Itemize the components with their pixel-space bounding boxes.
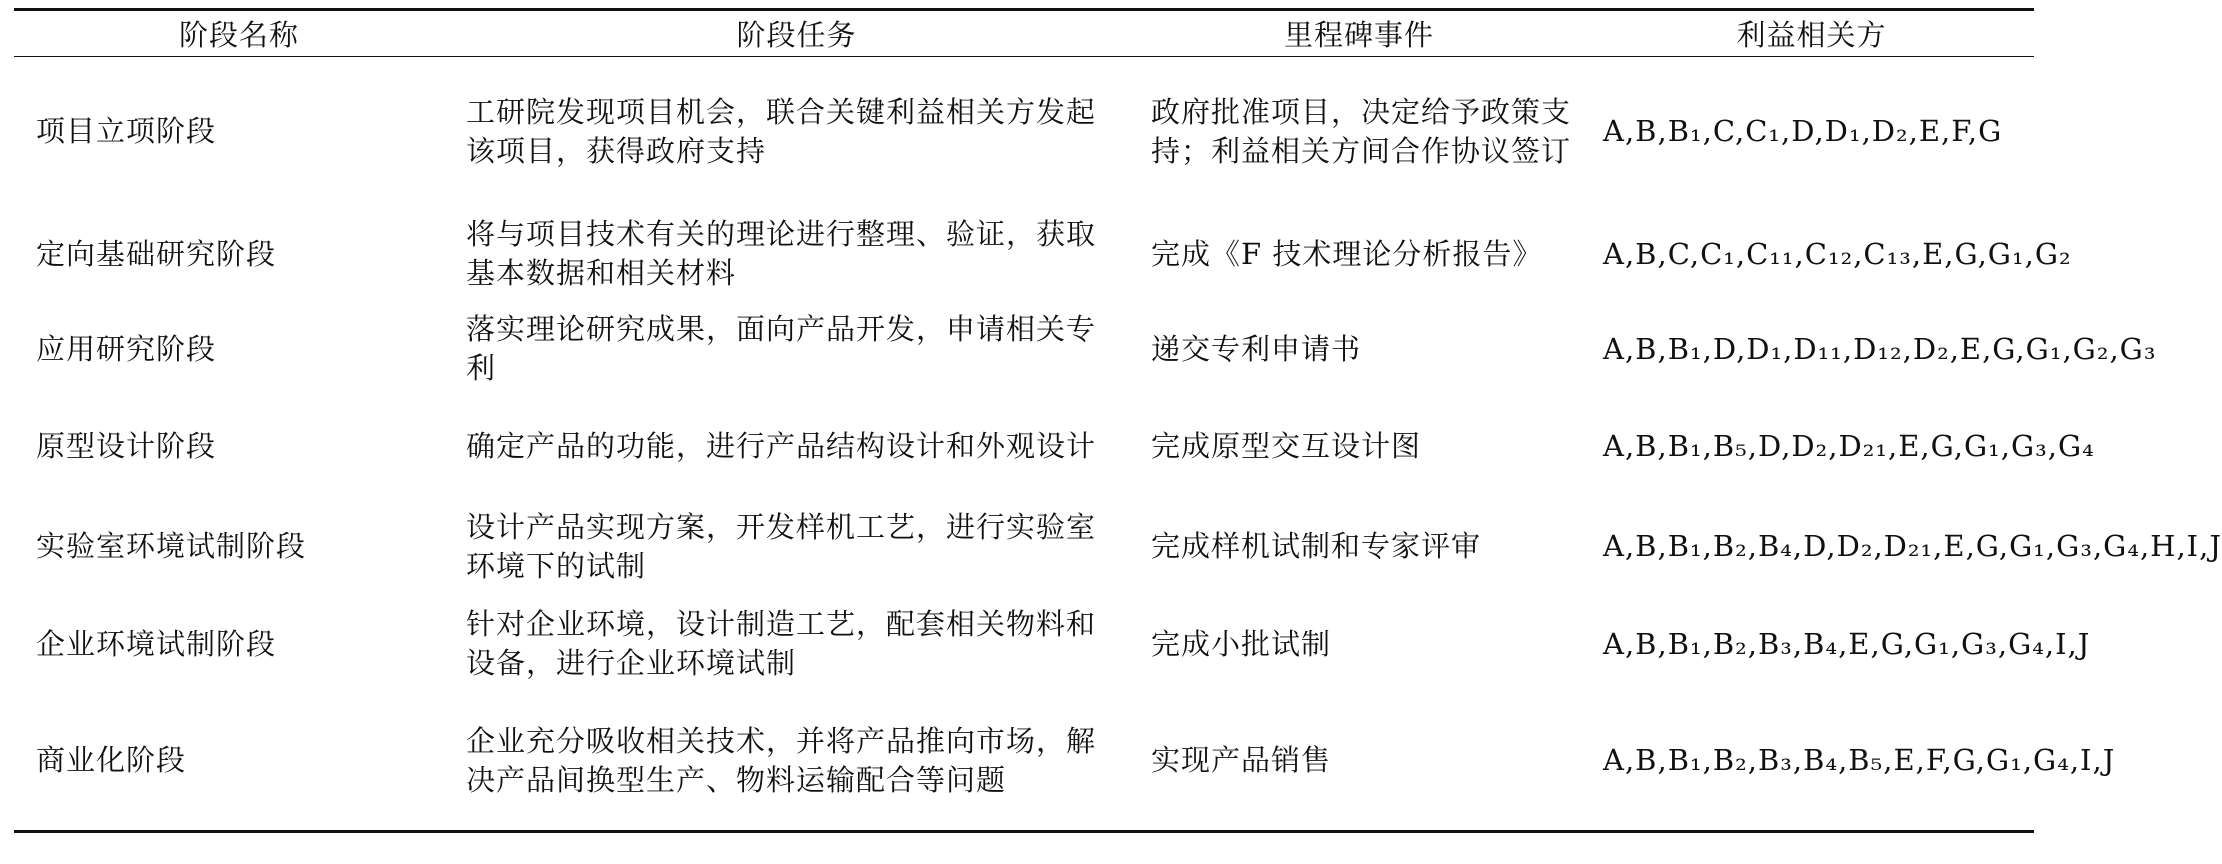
table-row [14,692,2034,832]
stage-name-cell: 项目立项阶段 [36,114,217,149]
stakeholders-cell: A,B,B₁,B₅,D,D₂,D₂₁,E,G,G₁,G₃,G₄ [1603,429,2095,463]
table-row [14,207,2034,302]
stakeholders-cell: A,B,B₁,B₂,B₃,B₄,E,G,G₁,G₃,G₄,I,J [1603,626,2091,661]
table-header [14,10,2034,57]
stage-task-cell: 企业充分吸收相关技术，并将产品推向市场，解决产品间换型生产、物料运输配合等问题 [464,692,1129,832]
stage-name-cell: 实验室环境试制阶段 [36,529,307,563]
stage-name-cell: 定向基础研究阶段 [36,236,277,271]
stakeholders-cell: A,B,B₁,D,D₁,D₁₁,D₁₂,D₂,E,G,G₁,G₂,G₃ [1603,331,2157,366]
milestone-cell: 实现产品销售 [1129,692,1589,832]
stage-task-cell: 针对企业环境，设计制造工艺，配套相关物料和设备，进行企业环境试制 [466,607,1097,680]
stage-task-cell: 工研院发现项目机会，联合关键利益相关方发起该项目，获得政府支持 [466,94,1097,168]
stage-name-cell: 企业环境试制阶段 [36,626,277,661]
stakeholders-cell: A,B,B₁,B₂,B₃,B₄,B₅,E,F,G,G₁,G₄,I,J [1589,692,2034,832]
table-row [14,302,2034,397]
stage-name-cell: 商业化阶段 [14,692,464,832]
stakeholders-cell: A,B,B₁,C,C₁,D,D₁,D₂,E,F,G [1603,114,2003,149]
milestone-cell: 完成《F 技术理论分析报告》 [1151,236,1543,271]
header-milestone: 里程碑事件 [1129,10,1589,57]
milestone-cell: 完成样机试制和专家评审 [1151,529,1482,563]
stage-name-cell: 原型设计阶段 [36,429,217,463]
header-stakeholders: 利益相关方 [1589,10,2034,57]
stage-task-cell: 确定产品的功能，进行产品结构设计和外观设计 [466,429,1097,463]
table-row [14,57,2034,207]
stakeholder-table [14,8,2222,833]
stage-task-cell: 落实理论研究成果，面向产品开发，申请相关专利 [466,312,1097,385]
milestone-cell: 政府批准项目，决定给予政策支持；利益相关方间合作协议签订 [1151,94,1572,168]
stage-task-cell: 将与项目技术有关的理论进行整理、验证，获取基本数据和相关材料 [466,217,1097,290]
header-stage-name: 阶段名称 [14,10,464,57]
stakeholders-cell: A,B,C,C₁,C₁₁,C₁₂,C₁₃,E,G,G₁,G₂ [1603,236,2072,271]
stage-name-cell: 应用研究阶段 [36,331,217,366]
header-row [14,10,2034,57]
milestone-cell: 递交专利申请书 [1151,331,1362,366]
table-body [14,57,2222,832]
stage-task-cell: 设计产品实现方案，开发样机工艺，进行实验室环境下的试制 [466,509,1097,583]
stakeholders-cell: A,B,B₁,B₂,B₄,D,D₂,D₂₁,E,G,G₁,G₃,G₄,H,I,J [1603,529,2222,563]
table-row [14,397,2034,497]
table-row [14,597,2034,692]
table-row [14,497,2034,597]
milestone-cell: 完成小批试制 [1151,626,1332,661]
milestone-cell: 完成原型交互设计图 [1151,429,1422,463]
header-stage-task: 阶段任务 [464,10,1129,57]
